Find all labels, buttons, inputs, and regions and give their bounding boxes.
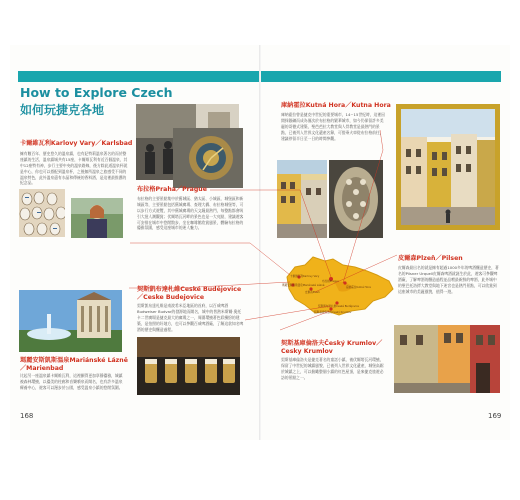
map-label-karlovy-vary: 卡爾維瓦利Karlovy Vary: [290, 275, 320, 278]
karlovy-vary-body: 擁有數百年、歷史悠久的溫泉鎮，也有妃特莉溫泉著名的而於整座鎮的生活，溫泉鎮城共有15座，卡爾維瓦利有近百個溫泉，其中12座特有神，步行主要中央的溫泉路線，後方除此道溫泉杯就是中心，你也可以搭配到溫泉杯，之後無所溫泉之旅感受不同的溫泉特色，此外溫泉還有水晶和傳統的香料酒，是這裡最推薦的紀念品。: [20, 151, 128, 186]
karlovy-vary-title: 卡爾維瓦利Karlovy Vary／Karlsbad: [20, 140, 133, 147]
marianske-lazne-body: 比起另一座溫泉鎮卡爾維瓦利，這裡顯得更加寧靜優雅，城鎮被森林環繞，以優美的柱廊和音樂噴泉而聞名，也有許多溫泉療養中心，遊客可以漫步於公園，感受溫泉小鎮的悠閒氛圍。: [20, 373, 123, 390]
plzen-body: 皮爾森最出名的就是擁有超過1000多年的啤酒釀造歷史，著名的Pilsner Urquell皮爾森啤酒就誕生於此，遊客可參觀啤酒廠，了解啤酒的釀造過程並品嚐最新鮮的啤酒，此外城中的聖巴托洛繆大教堂與地下迷宮也是熱門景點，可以欣賞到這座城市的美麗風貌，值得一遊。: [398, 265, 499, 294]
heading-english: How to Explore Czech: [20, 85, 173, 100]
marianske-lazne-title: 瑪麗安斯凱斯溫泉Mariánské Lázně／Marienbad: [20, 357, 128, 372]
kutna-hora-body: 庫納霍拉曾是捷克中世紀的重要城市，14~15世紀時，這裡因開採銀礦而成為僅次於布拉格的繁華城市，如今仍保留許多美麗的哥德式建築，聖芭芭拉大教堂與人骨教堂是最熱門的景點，已被列入世界文化遺產名錄，可搭乘火車從布拉格前往，建議停留半日至一日的時間參觀。: [281, 112, 385, 141]
map-label-marianske-lazne: 瑪麗安斯凱斯溫泉Mariánské Lázně: [282, 284, 325, 287]
ceske-budejovice-title: 契斯凱布達札維Ceské Budějovice／Ceske Budejovice: [137, 286, 242, 301]
page-number-left: 168: [20, 412, 34, 420]
cesky-krumlov-title: 契斯基庫倫洛夫Český Krumlov／Cesky Krumlov: [281, 340, 383, 355]
ceske-budejovice-body: 契斯凱布達札維是南波希米亞地區的首府，以百威啤酒Budweiser Budvar的發源地而聞名，城中的普熱米斯爾·奧托卡二世廣場是捷克最大的廣場之一，周圍環繞著色彩繽紛的建築，是拍照的好地方，也可以參觀百威啤酒廠，了解這款知名啤酒的歷史與釀造過程。: [137, 303, 244, 332]
prague-title: 布拉格Praha／Prague: [137, 186, 207, 193]
kutna-hora-title: 庫納霍拉Kutná Hora／Kutna Hora: [281, 102, 391, 109]
cesky-krumlov-body: 契斯基庫倫洛夫是捷克著名的童話小鎮，被伏爾塔瓦河環繞，保留了中世紀的城鎮風貌，已被列入世界文化遺產，城堡高踞於城鎮之上，可以俯瞰整個小鎮的紅色屋頂，是來捷克旅遊必訪的景點之一。: [281, 357, 384, 380]
map-label-plzen: 皮爾森Plzeň: [305, 291, 320, 294]
prague-body: 布拉格的主要景點集中於舊城區、猶太區、小城區、城堡區和新城區等，主要景點包括舊城廣場、查理大橋、布拉格城堡等，可以步行方式遊覽，其中舊城廣場的天文鐘最熱門，每整點都會吸引大批人潮觀賞；伏爾塔瓦河畔的景色也是一大亮點，建議遊客可安排在城市中悠閒散步、坐在咖啡館欣賞風景，體驗布拉格的優雅氛圍，感受這座城市的迷人魅力。: [137, 196, 244, 231]
plzen-title: 皮爾森Plzeň／Pilsen: [398, 255, 463, 262]
map-label-prague: 布拉格Prague: [322, 280, 339, 283]
heading-chinese: 如何玩捷克各地: [20, 103, 105, 117]
page-number-right: 169: [488, 412, 502, 420]
map-label-ceske-budejovice: 契斯凱布達札維Ceské Budějovice: [318, 305, 359, 308]
map-label-cesky-krumlov: 契斯基庫倫洛夫Český Krumlov: [314, 311, 352, 314]
map-label-kutna-hora: 庫納霍拉Kutná Hora: [346, 286, 371, 289]
